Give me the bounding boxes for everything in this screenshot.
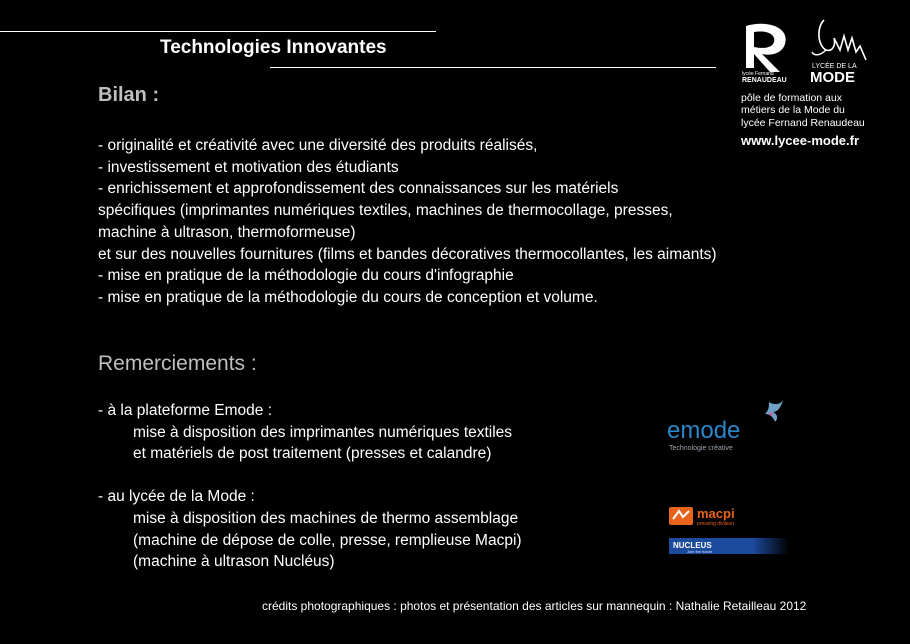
remerciements-list xyxy=(98,400,522,573)
emode-logo xyxy=(665,398,785,454)
website-link[interactable]: www.lycee-mode.fr xyxy=(741,133,859,148)
lycee-mode-logo-text: MODE xyxy=(810,69,855,84)
bilan-line: - investissement et motivation des étudiants xyxy=(98,158,399,176)
pole-description xyxy=(741,92,865,129)
bilan-list xyxy=(98,135,717,309)
emode-intro: - à la plateforme Emode : xyxy=(98,402,273,419)
lycee-line: (machine de dépose de colle, presse, remplieuse Macpi) xyxy=(133,531,522,549)
title-bottom-rule xyxy=(270,67,716,68)
renaudeau-logo-text: RENAUDEAU xyxy=(742,77,787,84)
emode-logo-text: emode xyxy=(667,417,741,444)
pole-line: lycée Fernand Renaudeau xyxy=(741,116,865,129)
bilan-line: - enrichissement et approfondissement des connaissances sur les matériels xyxy=(98,180,619,198)
spacer xyxy=(98,465,522,487)
bilan-line: spécifiques (imprimantes numériques textiles, machines de thermocollage, presses, xyxy=(98,202,673,220)
title-top-rule xyxy=(0,31,436,32)
lycee-mode-logo xyxy=(806,16,876,84)
nucleus-logo-tagline: Join the future xyxy=(687,549,713,554)
emode-logo-tagline: Technologie créative xyxy=(669,445,733,452)
pole-line: métiers de la Mode du xyxy=(741,104,845,117)
lycee-line: (machine à ultrason Nucléus) xyxy=(133,553,335,571)
renaudeau-logo-small-text: lycée Fernand xyxy=(742,71,774,77)
bilan-line: et sur des nouvelles fournitures (films et bandes décoratives thermocollantes, les aimants) xyxy=(98,245,717,263)
remerciements-heading: Remerciements : xyxy=(98,352,257,375)
bilan-line: - mise en pratique de la méthodologie du cours d'infographie xyxy=(98,267,514,285)
macpi-logo-text: macpi xyxy=(697,506,735,521)
photo-credits: crédits photographiques : photos et présentation des articles sur mannequin : Nathalie Retailleau 2012 xyxy=(262,599,807,613)
lycee-intro: - au lycée de la Mode : xyxy=(98,488,255,506)
lycee-line: mise à disposition des machines de thermo assemblage xyxy=(133,509,519,527)
nucleus-logo xyxy=(669,538,789,554)
lycee-mode-logo-top-text: LYCÉE DE LA xyxy=(812,63,857,70)
nucleus-logo-text: NUCLEUS xyxy=(673,541,712,550)
pole-line: pôle de formation aux xyxy=(741,92,842,104)
emode-line: et matériels de post traitement (presses et calandre) xyxy=(133,445,492,463)
bilan-line: machine à ultrason, thermoformeuse) xyxy=(98,223,356,241)
macpi-logo-tagline: pressing division xyxy=(697,521,734,527)
macpi-logo xyxy=(669,505,749,527)
renaudeau-logo xyxy=(740,20,798,84)
page-title: Technologies Innovantes xyxy=(160,37,387,58)
bilan-line: - originalité et créativité avec une diversité des produits réalisés, xyxy=(98,137,538,154)
emode-line: mise à disposition des imprimantes numériques textiles xyxy=(133,423,513,441)
bilan-heading: Bilan : xyxy=(98,84,160,106)
bilan-line: - mise en pratique de la méthodologie du cours de conception et volume. xyxy=(98,288,598,306)
